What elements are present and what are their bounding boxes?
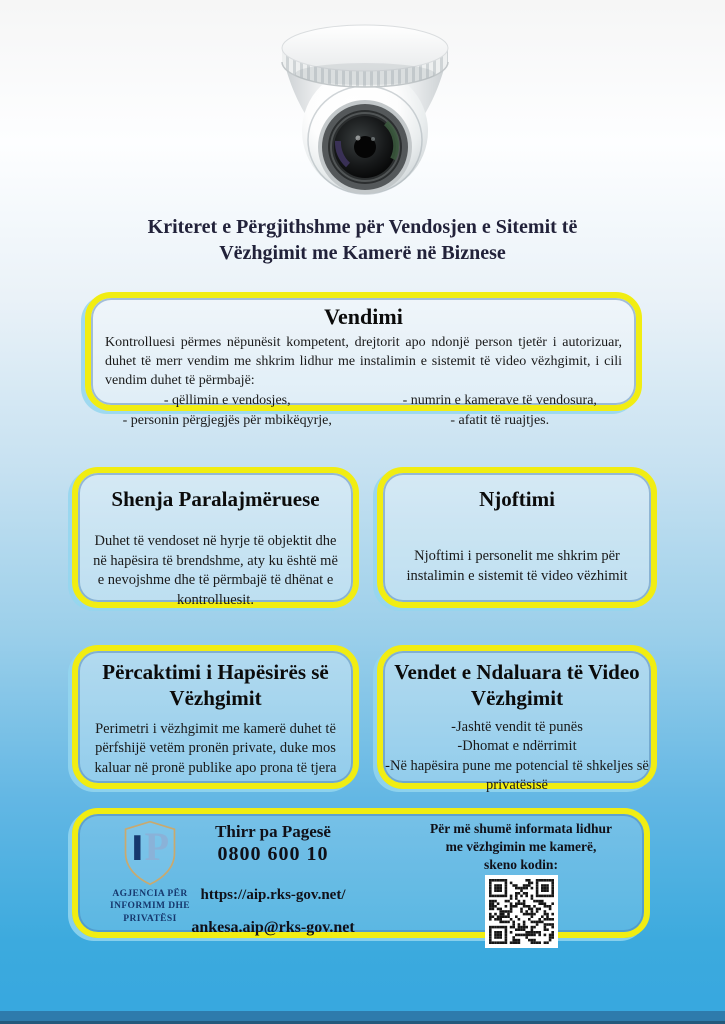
qr-code <box>485 875 558 948</box>
vendimi-bullets-right <box>364 391 637 430</box>
vendimi-bullet-columns <box>91 391 636 430</box>
website-link[interactable]: https://aip.rks-gov.net/ <box>200 887 346 903</box>
section-percaktimi-body: Perimetri i vëzhgimit me kamerë duhet të përfshijë vetëm pronën private, duke mos kaluar në pronë publike apo prona të tjera <box>94 720 337 776</box>
page-title <box>0 214 725 266</box>
section-vendet-e-ndaluara <box>377 645 657 794</box>
bullet-item: - afatit të ruajtjes. <box>450 412 550 428</box>
logo-letter-p: P <box>144 824 170 869</box>
section-vendimi-title: Vendimi <box>324 304 403 329</box>
list-item: -Jashtë vendit të punës <box>451 718 583 735</box>
vendimi-bullets-left <box>91 391 364 430</box>
section-njoftimi-body: Njoftimi i personelit me shkrim për instalimin e sistemit të video vëzhimit <box>406 548 628 585</box>
section-vendimi <box>85 292 642 428</box>
toll-free-label: Thirr pa Pagesë <box>215 822 331 841</box>
vendet-list <box>383 718 651 796</box>
list-item: -Në hapësira pune me potencial të shkeljes së privatësisë <box>385 757 649 794</box>
page-title-line2: Vëzhgimit me Kamerë në Biznese <box>219 242 506 264</box>
section-percaktimi <box>72 645 359 789</box>
bullet-item: - personin përgjegjës për mbikëqyrje, <box>122 412 332 428</box>
footer-band <box>0 1011 725 1024</box>
section-percaktimi-title: Përcaktimi i Hapësirës së Vëzhgimit <box>102 660 329 711</box>
email-link[interactable]: ankesa.aip@rks-gov.net <box>191 919 355 936</box>
section-njoftimi-title: Njoftimi <box>479 487 555 511</box>
section-shenja-paralajmeruese <box>72 467 359 608</box>
section-shenja-body: Duhet të vendoset në hyrje të objektit dhe në hapësira të brendshme, aty ku është më e nevojshme dhe të përmbajë të dhënat e kontrolluesit. <box>93 533 338 608</box>
contact-call-column <box>168 818 378 937</box>
qr-column <box>406 820 636 953</box>
section-contact <box>72 808 650 938</box>
section-vendet-title: Vendet e Ndaluara të Video Vëzhgimit <box>394 660 640 711</box>
section-njoftimi <box>377 467 657 608</box>
security-camera-icon <box>265 12 465 202</box>
section-vendimi-body: Kontrolluesi përmes nëpunësit kompetent, drejtorit apo ndonjë person tjetër i autorizuar, duhet të merr vendim me shkrim lidhur me instalimin e sistemit të video vëzhgimit, i cili vendim duhet të përmbajë: <box>105 335 622 389</box>
list-item: -Dhomat e ndërrimit <box>457 738 577 755</box>
logo-letter-i: I <box>130 829 145 869</box>
page-title-line1: Kriteret e Përgjithshme për Vendosjen e Sitemit të <box>147 216 578 238</box>
phone-number: 0800 600 10 <box>217 843 329 865</box>
bullet-item: - numrin e kamerave të vendosura, <box>402 393 597 409</box>
section-shenja-title: Shenja Paralajmëruese <box>111 487 320 511</box>
qr-caption: Për më shumë informata lidhur me vëzhgimin me kamerë, skeno kodin: <box>430 821 612 872</box>
bullet-item: - qëllimin e vendosjes, <box>163 393 291 409</box>
agency-name: AGJENCIA PËR INFORMIM DHE PRIVATËSI <box>109 889 190 924</box>
